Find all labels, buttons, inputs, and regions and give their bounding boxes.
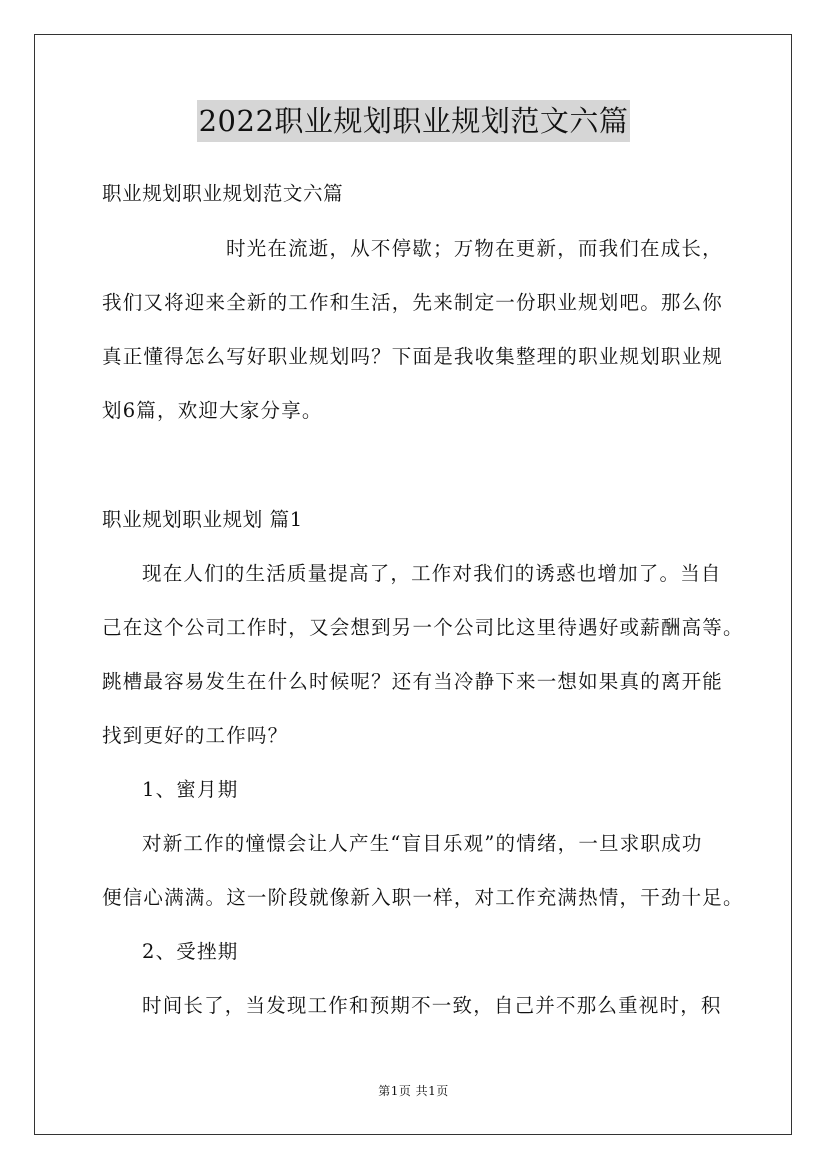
- body-line-4: 找到更好的工作吗？: [102, 724, 289, 747]
- title-container: [0, 100, 827, 142]
- intro-line-3: 真正懂得怎么写好职业规划吗？下面是我收集整理的职业规划职业规: [102, 345, 724, 368]
- section-heading: 职业规划职业规划 篇1: [102, 508, 303, 531]
- document-title: 2022职业规划职业规划范文六篇: [197, 100, 631, 142]
- body-line-3: 跳槽最容易发生在什么时候呢？还有当冷静下来一想如果真的离开能: [102, 670, 724, 693]
- body-line-2: 己在这个公司工作时，又会想到另一个公司比这里待遇好或薪酬高等。: [102, 616, 744, 639]
- page-number-footer: 第1页 共1页: [378, 1084, 449, 1098]
- item2-heading: 2、受挫期: [142, 940, 239, 963]
- item2-line-1: 时间长了，当发现工作和预期不一致，自己并不那么重视时，积: [142, 994, 722, 1017]
- intro-line-1: 时光在流逝，从不停歇；万物在更新，而我们在成长，: [226, 237, 723, 260]
- body-line-1: 现在人们的生活质量提高了，工作对我们的诱惑也增加了。当自: [142, 562, 722, 585]
- item1-line-2: 便信心满满。这一阶段就像新入职一样，对工作充满热情，干劲十足。: [102, 886, 744, 909]
- intro-line-4: 划6篇，欢迎大家分享。: [102, 399, 323, 422]
- document-subtitle: 职业规划职业规划范文六篇: [102, 182, 344, 205]
- item1-heading: 1、蜜月期: [142, 778, 239, 801]
- item1-line-1: 对新工作的憧憬会让人产生“盲目乐观”的情绪，一旦求职成功: [142, 832, 703, 855]
- intro-line-2: 我们又将迎来全新的工作和生活，先来制定一份职业规划吧。那么你: [102, 291, 724, 314]
